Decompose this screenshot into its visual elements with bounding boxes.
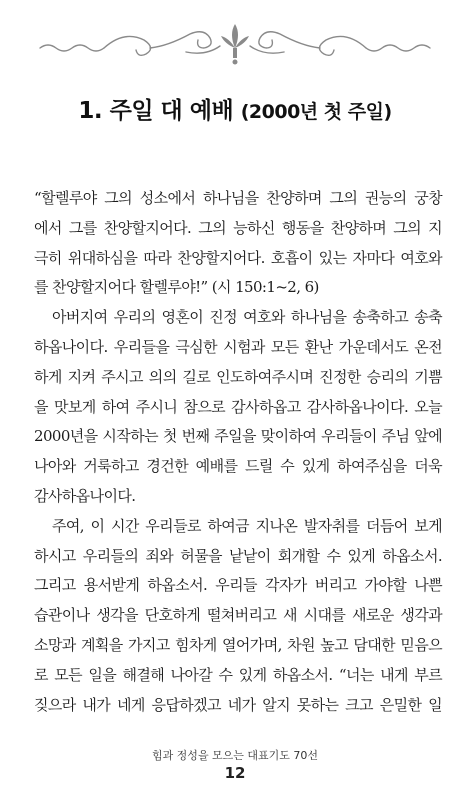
text-line: 소망과 계획을 가지고 힘차게 열어가며, 차원 높고 담대한 믿음으: [34, 635, 442, 654]
text-line: 극히 위대하심을 따라 찬양할지어다. 호흡이 있는 자마다 여호와: [34, 248, 442, 267]
text-line: 하게 지켜 주시고 의의 길로 인도하여주시며 진정한 승리의 기쁨: [34, 367, 442, 386]
footer-book-title: 힘과 정성을 모으는 대표기도 70선: [151, 749, 319, 762]
text-line: 나아와 거룩하고 경건한 예배를 드릴 수 있게 하여주심을 더욱: [34, 457, 442, 476]
prayer-body: [34, 184, 442, 720]
text-line: 감사하옵나이다.: [34, 486, 136, 505]
text-line: 에서 그를 찬양할지어다. 그의 능하신 행동을 찬양하며 그의 지: [34, 218, 442, 237]
text-line: 2000년을 시작하는 첫 번째 주일을 맞이하여 우리들이 주님 앞에: [34, 427, 442, 446]
text-line: “할렐루야 그의 성소에서 하나님을 찬양하며 그의 권능의 궁창: [34, 189, 442, 207]
text-line: 주여, 이 시간 우리들로 하여금 지나온 발자취를 더듬어 보게: [52, 516, 442, 535]
page-number: 12: [224, 764, 246, 782]
text-line: 아버지여 우리의 영혼이 진정 여호와 하나님을 송축하고 송축: [52, 308, 442, 327]
decorative-ornament: [0, 18, 470, 70]
text-line: 하시고 우리들의 죄와 허물을 낱낱이 회개할 수 있게 하옵소서.: [34, 546, 442, 565]
text-line: 를 찬양할지어다 할렐루야!” (시 150:1~2, 6): [34, 278, 319, 297]
text-line: 하옵나이다. 우리들을 극심한 시험과 모든 환난 가운데서도 온전: [34, 337, 442, 356]
title-subtitle: (2000년 첫 주일): [240, 101, 392, 123]
text-line: 습관이나 생각을 단호하게 떨쳐버리고 새 시대를 새로운 생각과: [34, 606, 442, 625]
title-main: 1. 주일 대 예배: [78, 98, 241, 124]
text-line: 짖으라 내가 네게 응답하겠고 네가 알지 못하는 크고 은밀한 일: [34, 695, 442, 714]
text-line: 을 맛보게 하여 주시니 참으로 감사하옵고 감사하옵나이다. 오늘: [34, 397, 442, 416]
text-line: 그리고 용서받게 하옵소서. 우리들 각자가 버리고 가야할 나쁜: [34, 576, 442, 595]
page-title: [0, 92, 470, 125]
text-line: 로 모든 일을 해결해 나아갈 수 있게 하옵소서. “너는 내게 부르: [34, 665, 442, 684]
